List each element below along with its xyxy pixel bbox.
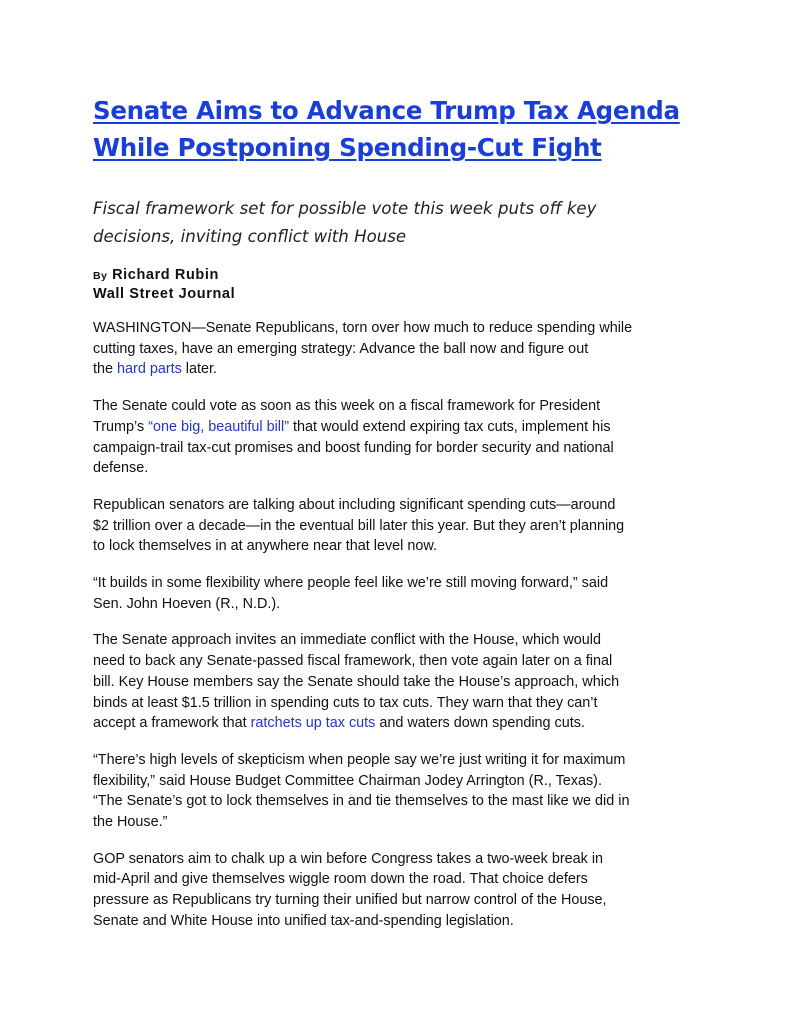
paragraph-5	[93, 630, 703, 734]
p7-line-4: Senate and White House into unified tax-and-spending legislation.	[93, 912, 514, 929]
dek-line-2: decisions, inviting conflict with House	[93, 227, 407, 246]
p4-line-1: “It builds in some flexibility where people feel like we’re still moving forward,” said	[93, 575, 609, 592]
p6-line-3: “The Senate’s got to lock themselves in and tie themselves to the mast like we did in	[93, 793, 630, 810]
article-headline	[93, 92, 703, 166]
p5-line-5-after: and waters down spending cuts.	[375, 715, 585, 732]
article-page	[93, 92, 703, 948]
p2-line-2-after: that would extend expiring tax cuts, implement his	[288, 418, 611, 435]
p4-line-2: Sen. John Hoeven (R., N.D.).	[93, 595, 281, 612]
paragraph-1	[93, 318, 703, 380]
author-name: Richard Rubin	[112, 267, 219, 283]
p1-line-2: cutting taxes, have an emerging strategy: Advance the ball now and figure out	[93, 340, 589, 357]
p5-line-2: need to back any Senate-passed fiscal framework, then vote again later on a final	[93, 653, 613, 670]
paragraph-4	[93, 573, 703, 614]
p7-line-1: GOP senators aim to chalk up a win before Congress takes a two-week break in	[93, 850, 604, 867]
p5-line-4: binds at least $1.5 trillion in spending cuts to tax cuts. They warn that they can’t	[93, 694, 598, 711]
p7-line-2: mid-April and give themselves wiggle room down the road. That choice defers	[93, 871, 588, 888]
headline-link[interactable]	[93, 92, 703, 166]
p3-line-3: to lock themselves in at anywhere near that level now.	[93, 538, 437, 555]
headline-line-2: While Postponing Spending-Cut Fight	[93, 133, 602, 162]
byline	[93, 266, 703, 303]
p2-line-1: The Senate could vote as soon as this week on a fiscal framework for President	[93, 398, 601, 415]
byline-prefix: By	[93, 270, 108, 282]
p1-line-1: WASHINGTON—Senate Republicans, torn over how much to reduce spending while	[93, 320, 633, 336]
p3-line-2: $2 trillion over a decade—in the eventual bill later this year. But they aren’t planning	[93, 517, 625, 534]
dek-line-1: Fiscal framework set for possible vote this week puts off key	[93, 199, 597, 218]
p2-line-4: defense.	[93, 460, 149, 477]
hard-parts-link[interactable]: hard parts	[117, 361, 182, 378]
paragraph-2	[93, 396, 703, 479]
article-dek	[93, 195, 703, 251]
p6-line-1: “There’s high levels of skepticism when people say we’re just writing it for maximum	[93, 751, 626, 768]
paragraph-6	[93, 750, 703, 833]
headline-line-1: Senate Aims to Advance Trump Tax Agenda	[93, 96, 680, 125]
ratchets-up-tax-cuts-link[interactable]: ratchets up tax cuts	[250, 715, 376, 732]
p5-line-3: bill. Key House members say the Senate should take the House’s approach, which	[93, 673, 620, 690]
publication-name: Wall Street Journal	[93, 286, 236, 302]
paragraph-3	[93, 495, 703, 557]
paragraph-7	[93, 849, 703, 932]
p1-line-3-before: the	[93, 361, 118, 378]
p5-line-1: The Senate approach invites an immediate conflict with the House, which would	[93, 632, 601, 649]
article-body	[93, 318, 703, 932]
big-beautiful-bill-link[interactable]: “one big, beautiful bill”	[148, 418, 289, 435]
p2-line-3: campaign-trail tax-cut promises and boost funding for border security and national	[93, 439, 614, 456]
p1-line-3-after: later.	[181, 361, 218, 378]
p6-line-4: the House.”	[93, 814, 168, 831]
p6-line-2: flexibility,” said House Budget Committee Chairman Jodey Arrington (R., Texas).	[93, 772, 602, 789]
byline-author-line	[93, 266, 703, 285]
p3-line-1: Republican senators are talking about including significant spending cuts—around	[93, 496, 616, 513]
p5-line-5-before: accept a framework that	[93, 715, 251, 732]
p7-line-3: pressure as Republicans try turning their unified but narrow control of the House,	[93, 892, 607, 909]
p2-line-2-before: Trump’s	[93, 418, 149, 435]
